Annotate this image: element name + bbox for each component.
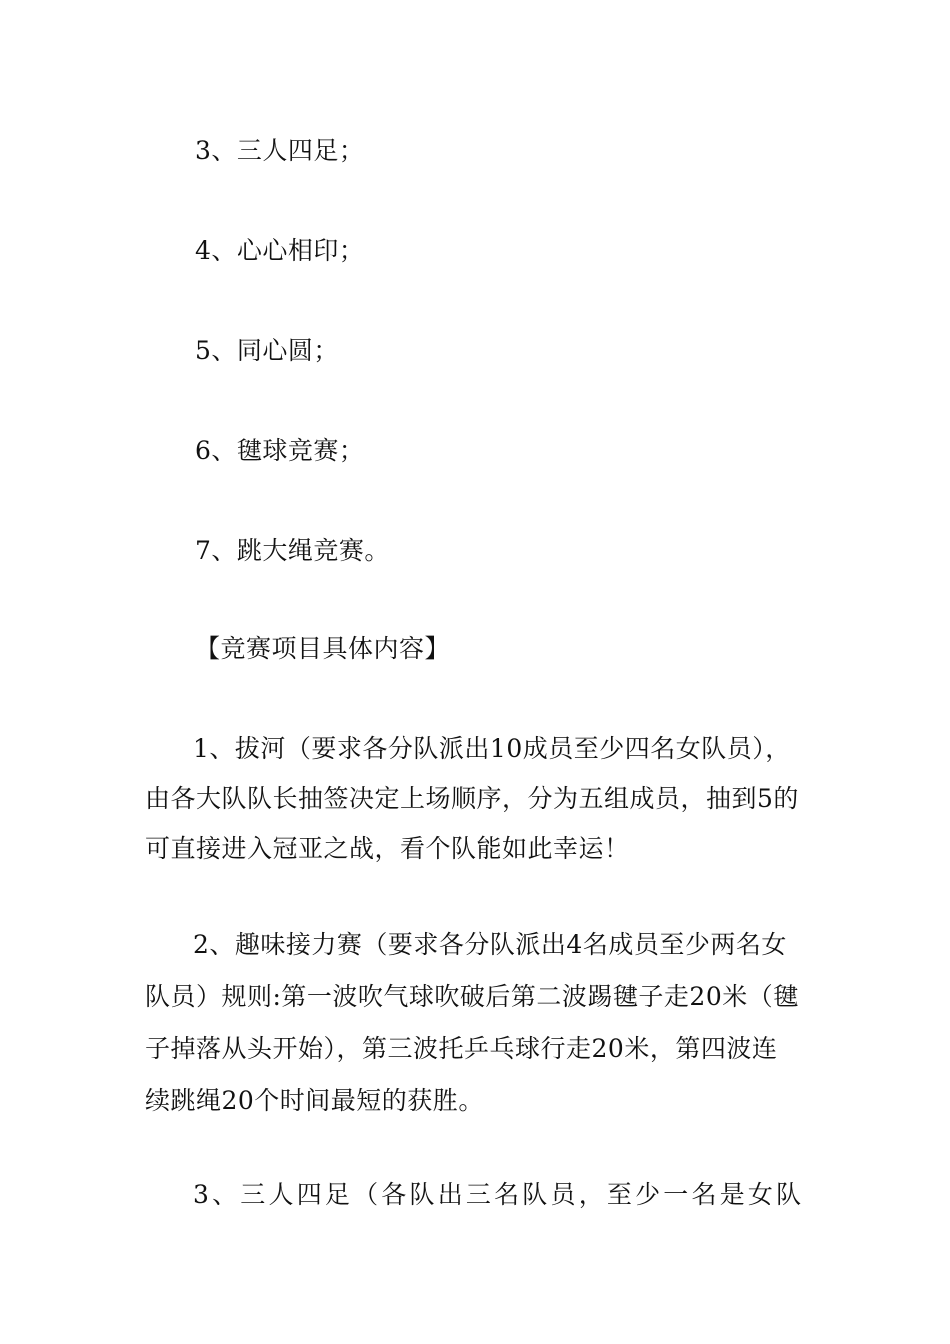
paragraph-line: 可直接进入冠亚之战，看个队能如此幸运！ xyxy=(145,834,630,863)
section-heading: 【竞赛项目具体内容】 xyxy=(195,634,451,663)
list-item: 6、毽球竞赛； xyxy=(195,436,365,465)
list-item: 5、同心圆； xyxy=(195,336,339,365)
paragraph-line: 子掉落从头开始），第三波托乒乓球行走20米，第四波连 xyxy=(145,1034,778,1063)
paragraph-line: 续跳绳20个时间最短的获胜。 xyxy=(145,1086,484,1115)
paragraph-line: 队员）规则:第一波吹气球吹破后第二波踢毽子走20米（毽 xyxy=(145,982,799,1011)
paragraph-line: 2、趣味接力赛（要求各分队派出4名成员至少两名女 xyxy=(193,930,787,959)
paragraph-line: 1、拔河（要求各分队派出10成员至少四名女队员）， xyxy=(193,734,791,763)
list-item: 3、三人四足； xyxy=(195,136,365,165)
paragraph-line: 由各大队队长抽签决定上场顺序，分为五组成员，抽到5的 xyxy=(145,784,799,813)
list-item: 7、跳大绳竞赛。 xyxy=(195,536,390,565)
list-item: 4、心心相印； xyxy=(195,236,365,265)
paragraph-line: 3、三人四足（各队出三名队员，至少一名是女队 xyxy=(193,1180,805,1209)
